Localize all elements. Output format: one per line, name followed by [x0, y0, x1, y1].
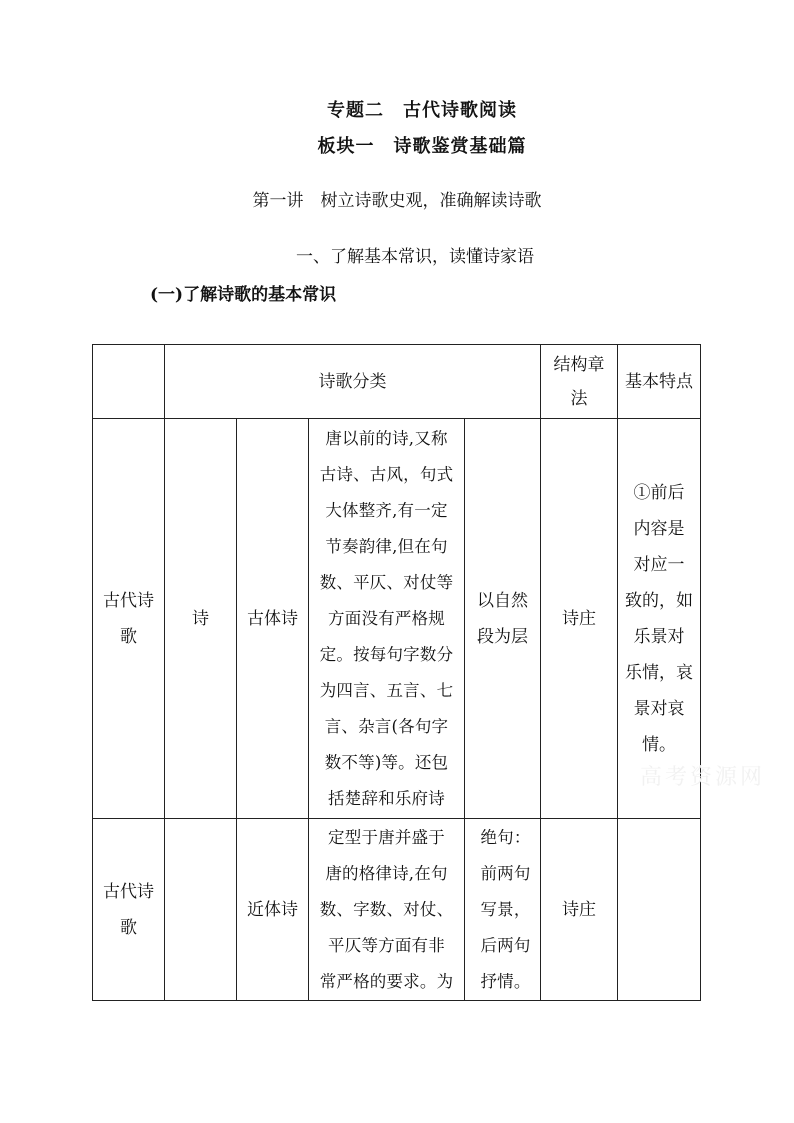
feature-line: 对应一 — [633, 554, 685, 575]
era-line: 歌 — [120, 626, 137, 647]
desc-line: 定。按每句字数分 — [319, 644, 454, 664]
structure-line: 前两句 — [480, 863, 531, 883]
structure-line: 段为层 — [477, 626, 528, 647]
feature-line: 致的，如 — [625, 590, 693, 611]
structure-line: 以自然 — [477, 590, 528, 611]
feature-type-cell: 诗庄 — [541, 819, 618, 1001]
desc-line: 平仄等方面有非 — [328, 935, 445, 955]
subsection-title: 一、了解基本常识，读懂诗家语 — [296, 247, 534, 267]
feature-line: 景对哀 — [633, 698, 685, 719]
description-cell — [309, 419, 465, 819]
table-row — [93, 819, 701, 1001]
header-structure-line: 法 — [570, 388, 588, 409]
genre-cell — [165, 819, 237, 1001]
desc-line: 节奏韵律,但在句 — [325, 536, 448, 556]
structure-line: 后两句 — [480, 935, 531, 955]
section-title: 板块一 诗歌鉴赏基础篇 — [317, 136, 527, 157]
feature-type-cell: 诗庄 — [541, 419, 618, 819]
structure-line: 绝句： — [480, 827, 531, 847]
table-header-row — [93, 345, 701, 419]
structure-line: 写景， — [480, 899, 531, 919]
era-line: 歌 — [120, 917, 137, 938]
lecture-title: 第一讲 树立诗歌史观，准确解读诗歌 — [252, 191, 542, 211]
structure-line: 抒情。 — [480, 971, 531, 991]
desc-line: 言、杂言(各句字 — [324, 716, 449, 736]
desc-line: 唐的格律诗,在句 — [325, 863, 448, 883]
genre-cell: 诗 — [165, 419, 237, 819]
desc-line: 唐以前的诗,又称 — [325, 428, 448, 448]
feature-line: 乐景对 — [633, 626, 685, 647]
table-row — [93, 419, 701, 819]
desc-line: 数、平仄、对仗等 — [319, 572, 454, 592]
era-line: 古代诗 — [103, 881, 154, 902]
header-classification: 诗歌分类 — [165, 345, 541, 419]
subheading: (一)了解诗歌的基本常识 — [150, 285, 337, 305]
era-cell — [93, 419, 165, 819]
structure-cell — [465, 419, 541, 819]
header-structure — [541, 345, 618, 419]
description-cell — [309, 819, 465, 1001]
desc-line: 括楚辞和乐府诗 — [328, 788, 445, 808]
era-line: 古代诗 — [103, 590, 154, 611]
desc-line: 方面没有严格规 — [328, 608, 445, 628]
feature-cell — [618, 819, 701, 1001]
poetry-knowledge-table — [92, 344, 701, 1001]
era-cell — [93, 819, 165, 1001]
desc-line: 常严格的要求。为 — [319, 971, 454, 991]
desc-line: 为四言、五言、七 — [319, 680, 454, 700]
feature-line: 乐情，哀 — [625, 662, 693, 683]
topic-title: 专题二 古代诗歌阅读 — [327, 100, 517, 121]
header-features: 基本特点 — [618, 345, 701, 419]
watermark: 高考资源网 — [640, 765, 766, 790]
desc-line: 大体整齐,有一定 — [325, 500, 448, 520]
header-empty-cell — [93, 345, 165, 419]
feature-line: ①前后 — [633, 482, 685, 503]
form-cell: 古体诗 — [237, 419, 309, 819]
feature-line: 情。 — [642, 734, 676, 755]
feature-line: 内容是 — [633, 518, 685, 539]
desc-line: 数不等)等。还包 — [324, 752, 449, 772]
desc-line: 定型于唐并盛于 — [328, 827, 445, 847]
desc-line: 数、字数、对仗、 — [319, 899, 454, 919]
form-cell: 近体诗 — [237, 819, 309, 1001]
desc-line: 古诗、古风，句式 — [319, 464, 454, 484]
feature-cell — [618, 419, 701, 819]
header-structure-line: 结构章 — [553, 354, 605, 375]
structure-cell — [465, 819, 541, 1001]
